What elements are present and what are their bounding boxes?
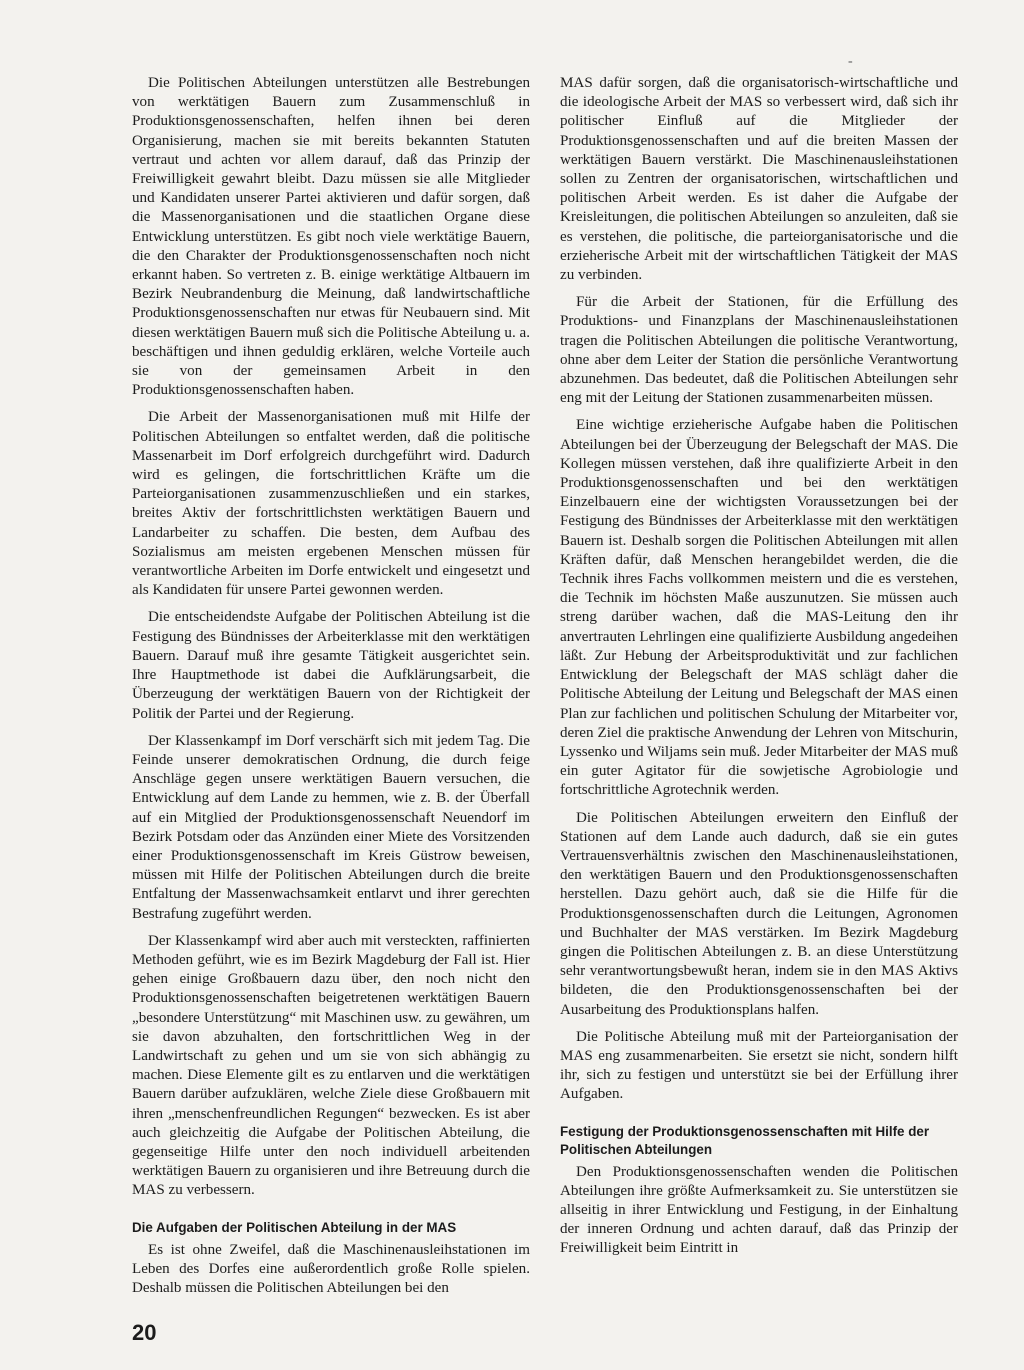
section-heading: Die Aufgaben der Politischen Abteilung in der MAS (132, 1219, 457, 1235)
paragraph-continuation: MAS dafür sorgen, daß die organisatorisch-wirtschaftliche und die ideologische Arbeit der MAS so verbessert wird, daß sich ihr politischer Einfluß auf die Mitglieder der Produktionsgenossenschaften und auf die breiten Massen der werktätigen Bauern verstärkt. Die Maschinenausleihstationen sollen zu Zentren der organisatorischen, wirtschaftlichen und politischen Arbeit werden. Es ist daher die Aufgabe der Kreisleitungen, die politischen Abteilungen so anzuleiten, daß sie es verstehen, die politische, die parteiorganisatorische und die erzieherische Arbeit mit der wirtschaftlichen Tätigkeit der MAS zu verbinden. (560, 75, 958, 284)
paragraph: Den Produktionsgenossenschaften wenden die Politischen Abteilungen ihre größte Aufmerksamkeit zu. Sie unterstützen sie allseitig in ihrer Entwicklung und Festigung, in der Einhaltung der inneren Ordnung und achten darauf, daß das Prinzip der Freiwilligkeit beim Eintritt in (560, 1163, 958, 1257)
section-heading: Festigung der Produktionsgenossenschaften mit Hilfe der Politischen Abteilungen (560, 1123, 930, 1157)
paragraph: Der Klassenkampf im Dorf verschärft sich mit jedem Tag. Die Feinde unserer demokratischen Ordnung, die durch feige Anschläge gegen unsere werktätigen Bauern versuchen, die Entwicklung auf dem Lande zu hemmen, wie z. B. der Überfall auf ein Mitglied der Produktionsgenossenschaft Neuendorf im Bezirk Potsdam oder das Anzünden einer Miete des Vorsitzenden einer Produktionsgenossenschaft im Kreis Güstrow beweisen, müssen mit Hilfe der Politischen Abteilungen durch die breite Entfaltung der Massenwachsamkeit entlarvt und ihrer gerechten Bestrafung zugeführt werden. (132, 732, 530, 922)
left-column (132, 74, 530, 1306)
page-number: 20 (132, 1320, 157, 1345)
print-mark: - (848, 54, 853, 69)
paragraph: Die Politischen Abteilungen erweitern den Einfluß der Stationen auf dem Lande auch dadurch, daß sie ein gutes Vertrauensverhältnis zwischen den Maschinenausleihstationen, den werktätigen Bauern und den Produktionsgenossenschaften herstellen. Dazu gehört auch, daß sie die Hilfe für die Produktionsgenossenschaften durch die Leitungen, Agronomen und Buchhalter der MAS verstärken. Im Bezirk Magdeburg gingen die Politischen Abteilungen z. B. an diese Unterstützung sehr verantwortungsbewußt heran, indem sie in den MAS Aktivs bildeten, die den Produktionsgenossenschaften bei der Ausarbeitung des Produktionsplans halfen. (560, 809, 958, 1018)
paragraph: Die Arbeit der Massenorganisationen muß mit Hilfe der Politischen Abteilungen so entfaltet werden, daß die politische Massenarbeit im Dorf erfolgreich durchgeführt wird. Dadurch wird es gelingen, die fortschrittlichen Kräfte um die Parteiorganisationen zusammenzuschließen und ein starkes, breites Aktiv der fortschrittlichsten werktätigen Bauern und Landarbeiter zu schaffen. Die besten, dem Aufbau des Sozialismus am meisten ergebenen Menschen müssen für verantwortliche Arbeiten im Dorfe entwickelt und eingesetzt und als Kandidaten für unsere Partei gewonnen werden. (132, 409, 530, 599)
right-column (560, 74, 958, 1267)
paragraph: Eine wichtige erzieherische Aufgabe haben die Politischen Abteilungen bei der Überzeugung der Belegschaft der MAS. Die Kollegen müssen verstehen, daß ihre qualifizierte Arbeit in den Produktionsgenossenschaften und bei den werktätigen Einzelbauern eine der wichtigsten Voraussetzungen bei der Festigung des Bündnisses der Arbeiterklasse mit den werktätigen Bauern ist. Deshalb sorgen die Politischen Abteilungen mit allen Kräften dafür, daß Menschen herangebildet werden, die die Technik ihres Fachs vollkommen meistern und die es verstehen, die Technik im höchsten Maße auszunutzen. Sie müssen auch streng darüber wachen, daß die MAS-Leitung den ihr anvertrauten Lehrlingen eine qualifizierte Ausbildung angedeihen läßt. Zur Hebung der Arbeitsproduktivität und zur fachlichen Entwicklung der Belegschaft der MAS schlägt daher die Politische Abteilung der Leitung und Belegschaft der MAS einen Plan zur fachlichen und politischen Schulung der Mitarbeiter vor, deren Ziel die praktische Anwendung der Lehren von Mitschurin, Lyssenko und Wiljams sein muß. Jeder Mitarbeiter der MAS muß ein guter Agitator für die sowjetische Agrobiologie und fortschrittliche Agrotechnik werden. (560, 417, 958, 799)
paragraph: Die Politischen Abteilungen unterstützen alle Bestrebungen von werktätigen Bauern zum Zusammenschluß in Produktionsgenossenschaften, helfen ihnen bei deren Organisierung, machen sie mit bereits bekannten Statuten vertraut und achten vor allem darauf, daß das Prinzip der Freiwilligkeit gewahrt bleibt. Dazu müssen sie alle Mitglieder und Kandidaten unserer Partei aktivieren und dafür sorgen, daß die Massenorganisationen und die staatlichen Organe diese Entwicklung unterstützen. Es gibt noch viele werktätige Bauern, die den Charakter der Produktionsgenossenschaften noch nicht erkannt haben. So vertreten z. B. einige werktätige Altbauern im Bezirk Neubrandenburg die Meinung, daß landwirtschaftliche Produktionsgenossenschaften nur etwas für Neubauern sind. Mit diesen werktätigen Bauern muß sich die Politische Abteilung u. a. beschäftigen und ihnen geduldig erklären, welche Vorteile auch sie von der gemeinsamen Arbeit in den Produktionsgenossenschaften haben. (132, 75, 530, 399)
paragraph: Es ist ohne Zweifel, daß die Maschinenausleihstationen im Leben des Dorfes eine außerordentlich große Rolle spielen. Deshalb müssen die Politischen Abteilungen bei den (132, 1241, 530, 1296)
paragraph: Für die Arbeit der Stationen, für die Erfüllung des Produktions- und Finanzplans der Maschinenausleihstationen tragen die Politischen Abteilungen die politische Verantwortung, ohne aber dem Leiter der Station die persönliche Verantwortung abzunehmen. Das bedeutet, daß die Politischen Abteilungen sehr eng mit der Leitung der Stationen zusammenarbeiten müssen. (560, 294, 958, 407)
paragraph: Der Klassenkampf wird aber auch mit versteckten, raffinierten Methoden geführt, wie es im Bezirk Magdeburg der Fall ist. Hier gehen einige Großbauern dazu über, den noch nicht den Produktionsgenossenschaften beigetretenen werktätigen Bauern „besondere Unterstützung“ mit Maschinen usw. zu gewähren, um sie davon abzuhalten, den fortschrittlichen Weg in der Landwirtschaft zu gehen und um sie von sich abhängig zu machen. Diese Elemente gilt es zu entlarven und die werktätigen Bauern darüber aufzuklären, welche Ziele diese Großbauern mit ihren „menschenfreundlichen Regungen“ bezwecken. Es ist aber auch gleichzeitig die Aufgabe der Politischen Abteilung, die gegenseitige Hilfe unter den noch individuell arbeitenden werktätigen Bauern zu organisieren und ihre Betreuung durch die MAS zu verbessern. (132, 932, 530, 1199)
paragraph: Die entscheidendste Aufgabe der Politischen Abteilung ist die Festigung des Bündnisses der Arbeiterklasse mit den werktätigen Bauern. Darauf muß ihre gesamte Tätigkeit ausgerichtet sein. Ihre Hauptmethode ist dabei die Aufklärungsarbeit, die Überzeugung der werktätigen Bauern von der Richtigkeit der Politik der Partei und der Regierung. (132, 609, 530, 722)
paragraph: Die Politische Abteilung muß mit der Parteiorganisation der MAS eng zusammenarbeiten. Sie ersetzt sie nicht, sondern hilft ihr, sich zu festigen und unterstützt sie bei der Erfüllung ihrer Aufgaben. (560, 1028, 958, 1103)
